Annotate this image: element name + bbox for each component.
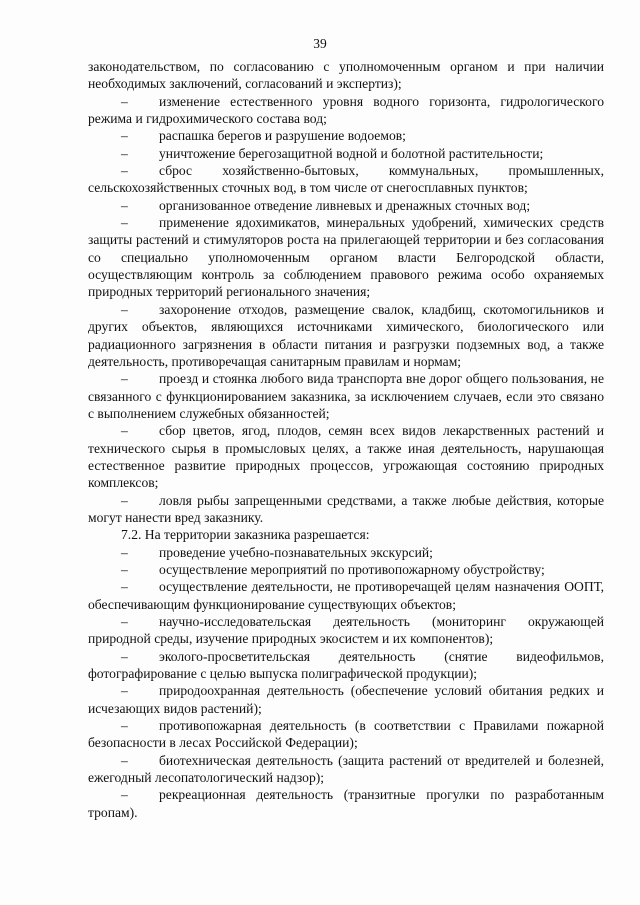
- list-dash: –: [121, 128, 128, 144]
- paragraph-text: рекреационная деятельность (транзитные прогулки по разработанным тропам).: [88, 787, 604, 820]
- paragraph-text: осуществление деятельности, не противоречащей целям назначения ООПТ, обеспечивающим функционирование существующих объектов;: [88, 579, 604, 612]
- list-dash: –: [121, 683, 128, 699]
- list-dash: –: [121, 614, 128, 629]
- paragraph-text: законодательством, по согласованию с уполномоченным органом и при наличии необходимых заключений, согласований и экспертиз);: [88, 59, 604, 92]
- list-dash: –: [121, 371, 128, 387]
- paragraph-text: ловля рыбы запрещенными средствами, а также любые действия, которые могут нанести вред заказнику.: [88, 492, 604, 525]
- list-item: [88, 162, 604, 197]
- list-dash: –: [121, 544, 128, 560]
- paragraph-text: биотехническая деятельность (защита растений от вредителей и болезней, ежегодный лесопатологический надзор);: [88, 752, 604, 786]
- list-dash: –: [121, 215, 128, 231]
- list-item: [88, 648, 604, 683]
- paragraph-text: организованное отведение ливневых и дренажных сточных вод;: [159, 197, 531, 213]
- list-dash: –: [121, 93, 128, 109]
- list-dash: –: [121, 752, 128, 768]
- list-item: [88, 682, 604, 717]
- paragraph-continuation: [88, 58, 604, 93]
- paragraph-text: распашка берегов и разрушение водоемов;: [159, 128, 406, 144]
- list-dash: –: [121, 787, 128, 803]
- paragraph-text: научно-исследовательская деятельность (мониторинг окружающей природной среды, изучение природных экосистем и их компонентов);: [88, 614, 604, 647]
- paragraph-text: уничтожение берегозащитной водной и болотной растительности;: [159, 145, 544, 161]
- page-number: 39: [313, 36, 327, 51]
- list-item: [88, 301, 604, 370]
- paragraph-text: применение ядохимикатов, минеральных удобрений, химических средств защиты растений и стимуляторов роста на прилегающей территории и без согласования со специально уполномоченным органом власти Белгородской области, осуществляющим контроль за соблюдением правового режима особо охраняемых природных территорий регионального значения;: [88, 215, 604, 300]
- list-dash: –: [121, 561, 128, 577]
- list-item: [88, 613, 604, 648]
- list-dash: –: [121, 163, 128, 179]
- list-dash: –: [121, 145, 128, 161]
- list-item: [88, 561, 604, 578]
- list-item: [88, 492, 604, 527]
- paragraph-text: захоронение отходов, размещение свалок, кладбищ, скотомогильников и других объектов, являющихся источниками химического, биологического или радиационного загрязнения в области питания и разгрузки подземных вод, а также деятельность, противоречащая санитарным правилам и нормам;: [88, 301, 604, 369]
- paragraph-text: изменение естественного уровня водного горизонта, гидрологического режима и гидрохимического состава вод;: [88, 93, 604, 127]
- list-item: [88, 578, 604, 613]
- list-dash: –: [121, 648, 128, 664]
- list-item: [88, 197, 604, 214]
- list-dash: –: [121, 492, 128, 508]
- list-dash: –: [121, 301, 128, 317]
- paragraph-text: природоохранная деятельность (обеспечение условий обитания редких и исчезающих видов растений);: [88, 683, 604, 716]
- paragraph-text: 7.2. На территории заказника разрешается:: [121, 527, 370, 543]
- paragraph-text: эколого-просветительская деятельность (снятие видеофильмов, фотографирование с целью выпуска полиграфической продукции);: [88, 648, 604, 682]
- list-item: [88, 544, 604, 561]
- list-dash: –: [121, 579, 128, 595]
- list-dash: –: [121, 197, 128, 213]
- section-heading: [88, 526, 604, 543]
- list-item: [88, 717, 604, 752]
- list-item: [88, 786, 604, 821]
- list-item: [88, 422, 604, 491]
- paragraph-text: сбор цветов, ягод, плодов, семян всех видов лекарственных растений и технического сырья в промысловых целях, а также иная деятельность, нарушающая естественное развитие природных процессов, угрожающая состоянию природных комплексов;: [88, 423, 604, 491]
- paragraph-text: осуществление мероприятий по противопожарному обустройству;: [159, 561, 545, 577]
- paragraph-text: проезд и стоянка любого вида транспорта вне дорог общего пользования, не связанного с функционированием заказника, за исключением случаев, если это связано с выполнением служебных обязанностей;: [88, 371, 604, 421]
- list-item: [88, 145, 604, 162]
- list-item: [88, 370, 604, 422]
- list-item: [88, 752, 604, 787]
- list-dash: –: [121, 423, 128, 439]
- list-item: [88, 127, 604, 144]
- document-body: [88, 58, 604, 821]
- paragraph-text: противопожарная деятельность (в соответствии с Правилами пожарной безопасности в лесах Российской Федерации);: [88, 718, 604, 751]
- list-item: [88, 93, 604, 128]
- list-dash: –: [121, 718, 128, 734]
- list-item: [88, 214, 604, 301]
- paragraph-text: сброс хозяйственно-бытовых, коммунальных, промышленных, сельскохозяйственных сточных вод, в том числе от снегосплавных пунктов;: [88, 163, 604, 196]
- paragraph-text: проведение учебно-познавательных экскурсий;: [159, 544, 433, 560]
